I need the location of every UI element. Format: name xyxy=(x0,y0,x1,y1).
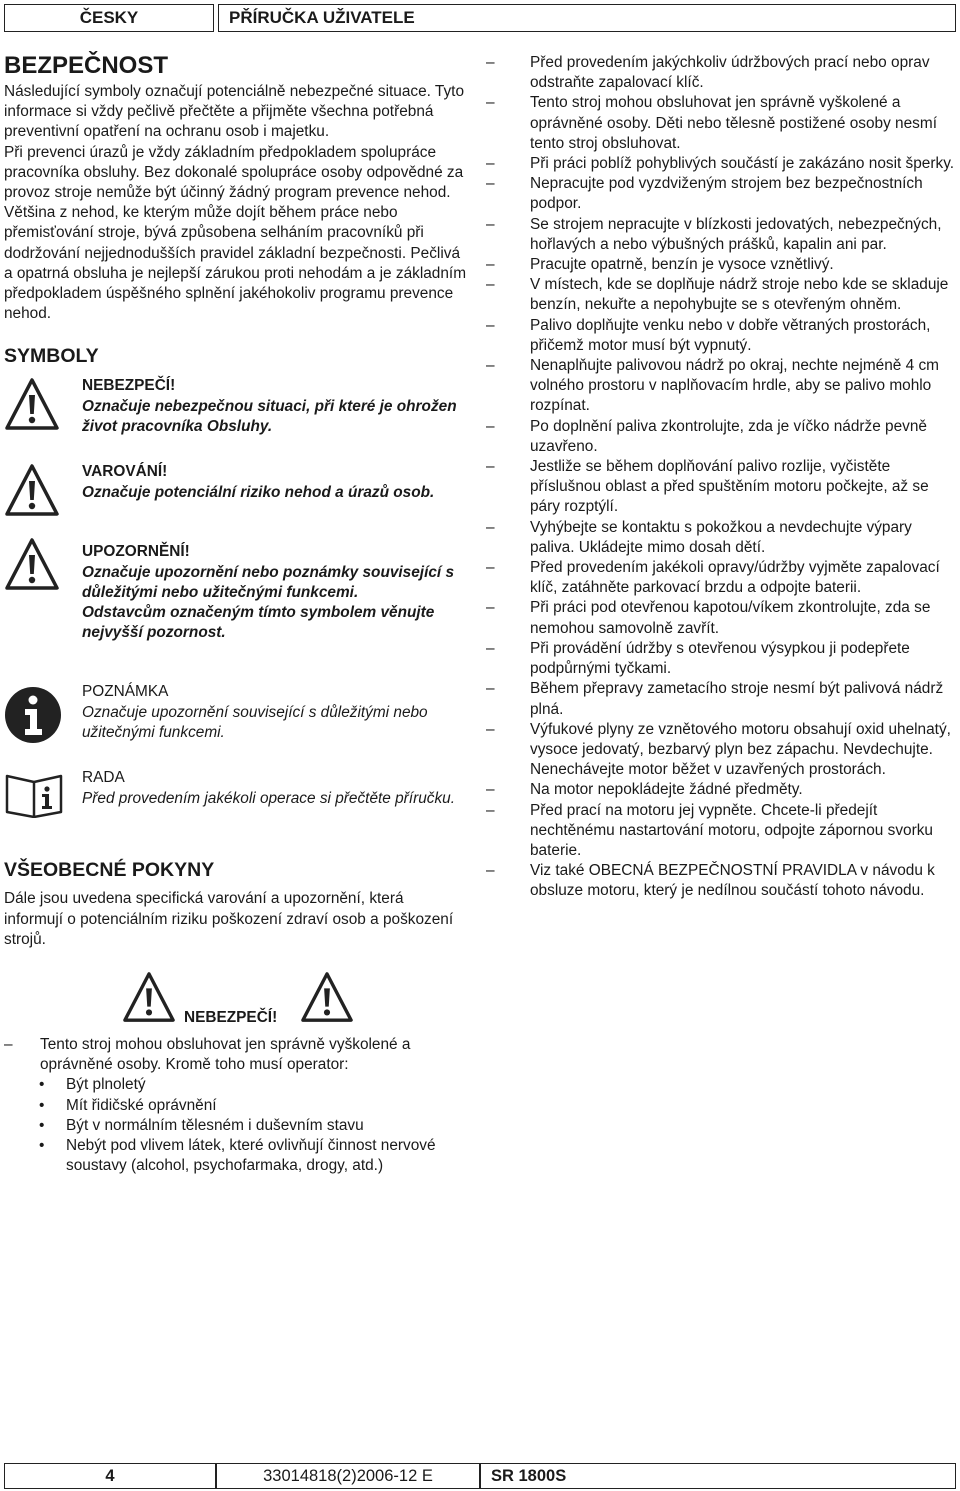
symbol-text: Označuje upozornění související s důležitými nebo užitečnými funkcemi. xyxy=(82,703,428,741)
list-item: • Být v normálním tělesném i duševním stavu xyxy=(39,1116,466,1136)
symbol-text: Před provedením jakékoli operace si přečtěte příručku. xyxy=(82,789,455,807)
list-item: – Před provedením jakékoli opravy/údržby vyjměte zapalovací klíč, zatáhněte parkovací brzdu a odpojte baterii. xyxy=(486,558,956,598)
symbols-heading: SYMBOLY xyxy=(4,345,99,368)
right-column xyxy=(486,53,956,902)
symbol-danger xyxy=(4,376,466,462)
list-item: • Mít řidičské oprávnění xyxy=(39,1096,466,1116)
list-item: – Nepracujte pod vyzdviženým strojem bez bezpečnostních podpor. xyxy=(486,174,956,214)
warning-triangle-icon xyxy=(4,376,60,432)
symbol-title: UPOZORNĚNÍ! xyxy=(82,543,190,561)
footer-page-number: 4 xyxy=(4,1463,216,1489)
list-item: • Nebýt pod vlivem látek, které ovlivňují činnost nervové soustavy (alcohol, psychofarmaka, drogy, atd.) xyxy=(39,1136,466,1176)
warning-triangle-icon xyxy=(4,462,60,518)
list-item: – Před provedením jakýchkoliv údržbových prací nebo oprav odstraňte zapalovací klíč. xyxy=(486,53,956,93)
list-item: – V místech, kde se doplňuje nádrž stroje nebo kde se skladuje benzín, nekuřte a nepohybujte se s otevřeným ohněm. xyxy=(486,275,956,315)
list-item: – Při práci pod otevřenou kapotou/víkem zkontrolujte, zda se nemohou samovolně zavřít. xyxy=(486,598,956,638)
symbol-title: NEBEZPEČÍ! xyxy=(82,377,176,395)
list-item: – Palivo doplňujte venku nebo v dobře větraných prostorách, přičemž motor musí být vypnutý. xyxy=(486,316,956,356)
list-item: • Být plnoletý xyxy=(39,1075,466,1095)
list-item: – Pracujte opatrně, benzín je vysoce vznětlivý. xyxy=(486,255,956,275)
manual-book-icon xyxy=(4,770,64,818)
symbol-text: Označuje nebezpečnou situaci, při které je ohrožen život pracovníka Obsluhy. xyxy=(82,397,457,435)
danger-banner xyxy=(4,970,466,1032)
list-item: – Výfukové plyny ze vznětového motoru obsahují oxid uhelnatý, vysoce jedovatý, bezbarvý plyn bez zápachu. Nevdechujte. Nenechávejte motor běžet v uzavřených prostorách. xyxy=(486,720,956,781)
symbol-title: POZNÁMKA xyxy=(82,683,169,701)
symbol-tip xyxy=(4,768,466,840)
warning-triangle-icon xyxy=(122,970,176,1024)
list-item: – Nenaplňujte palivovou nádrž po okraj, nechte nejméně 4 cm volného prostoru v naplňovacím hrdle, aby se palivo mohlo rozpínat. xyxy=(486,356,956,417)
symbol-warning xyxy=(4,462,466,542)
symbol-title: RADA xyxy=(82,769,125,787)
list-item: – Na motor nepokládejte žádné předměty. xyxy=(486,780,956,800)
symbol-text: Odstavcům označeným tímto symbolem věnujte nejvyšší pozornost. xyxy=(82,604,435,642)
list-item: – Při práci poblíž pohyblivých součástí je zakázáno nosit šperky. xyxy=(486,154,956,174)
symbol-title: VAROVÁNÍ! xyxy=(82,463,168,481)
list-item: – Se strojem nepracujte v blízkosti jedovatých, nebezpečných, hořlavých a nebo výbušných prášků, kapalin ani par. xyxy=(486,215,956,255)
list-item: – Jestliže se během doplňování palivo rozlije, vyčistěte příslušnou oblast a před spuštěním motoru počkejte, až se páry rozptýlí. xyxy=(486,457,956,518)
danger-label: NEBEZPEČÍ! xyxy=(184,1009,278,1027)
header-title: PŘÍRUČKA UŽIVATELE xyxy=(218,4,956,32)
warning-triangle-icon xyxy=(4,536,60,592)
requirements-list xyxy=(4,1075,466,1176)
list-item: – Tento stroj mohou obsluhovat jen správně vyškolené a oprávněné osoby. Kromě toho musí operator: xyxy=(4,1035,466,1075)
footer-model: SR 1800S xyxy=(480,1463,956,1489)
safety-heading: BEZPEČNOST xyxy=(4,52,169,79)
footer-doc-number: 33014818(2)2006-12 E xyxy=(216,1463,480,1489)
operator-list xyxy=(4,1035,466,1075)
list-item: – Viz také OBECNÁ BEZPEČNOSTNÍ PRAVIDLA v návodu k obsluze motoru, který je nedílnou součástí tohoto návodu. xyxy=(486,861,956,901)
general-heading: VŠEOBECNÉ POKYNY xyxy=(4,859,215,882)
symbol-text: Označuje potenciální riziko nehod a úrazů osob. xyxy=(82,483,435,501)
symbol-note xyxy=(4,682,466,768)
symbol-text: Označuje upozornění nebo poznámky související s důležitými nebo užitečnými funkcemi. xyxy=(82,563,455,601)
general-intro: Dále jsou uvedena specifická varování a upozornění, která informují o potenciálním riziku poškození zdraví osob a poškození strojů. xyxy=(4,890,454,948)
warning-triangle-icon xyxy=(300,970,354,1024)
symbol-caution xyxy=(4,542,466,682)
safety-instructions-list xyxy=(486,53,956,902)
info-circle-icon xyxy=(4,686,62,744)
list-item: – Vyhýbejte se kontaktu s pokožkou a nevdechujte výpary paliva. Ukládejte mimo dosah dětí. xyxy=(486,518,956,558)
list-item: – Po doplnění paliva zkontrolujte, zda je víčko nádrže pevně uzavřeno. xyxy=(486,417,956,457)
left-column xyxy=(4,52,466,1176)
list-item: – Před prací na motoru jej vypněte. Chcete-li předejít nechtěnému nastartování motoru, odpojte zápornou svorku baterie. xyxy=(486,801,956,862)
list-item: – Během přepravy zametacího stroje nesmí být palivová nádrž plná. xyxy=(486,679,956,719)
list-item: – Tento stroj mohou obsluhovat jen správně vyškolené a oprávněné osoby. Děti nebo tělesně postižené osoby nesmí tento stroj obsluhovat. xyxy=(486,93,956,154)
safety-paragraph: Následující symboly označují potenciálně nebezpečné situace. Tyto informace si vždy pečlivě přečtěte a přijměte všechna potřebná preventivní opatření na ochranu osob i majetku. xyxy=(4,83,464,141)
header-language: ČESKY xyxy=(4,4,214,32)
safety-paragraph: Při prevenci úrazů je vždy základním předpokladem spolupráce pracovníka obsluhy. Bez dokonalé spolupráce osoby odpovědné za provoz stroje nemůže být účinný žádný program prevence nehod. Většina z nehod, ke kterým může dojít během práce nebo přemisťování stroje, bývá způsobena selháním pracovníků při dodržování nejjednodušších pravidel základní bezpečnosti. Pečlivá a opatrná obsluha je nejlepší zárukou proti nehodám a je základním předpokladem úspěšného splnění jakéhokoliv programu prevence nehod. xyxy=(4,143,467,323)
list-item: – Při provádění údržby s otevřenou výsypkou ji podepřete podpůrnými tyčkami. xyxy=(486,639,956,679)
